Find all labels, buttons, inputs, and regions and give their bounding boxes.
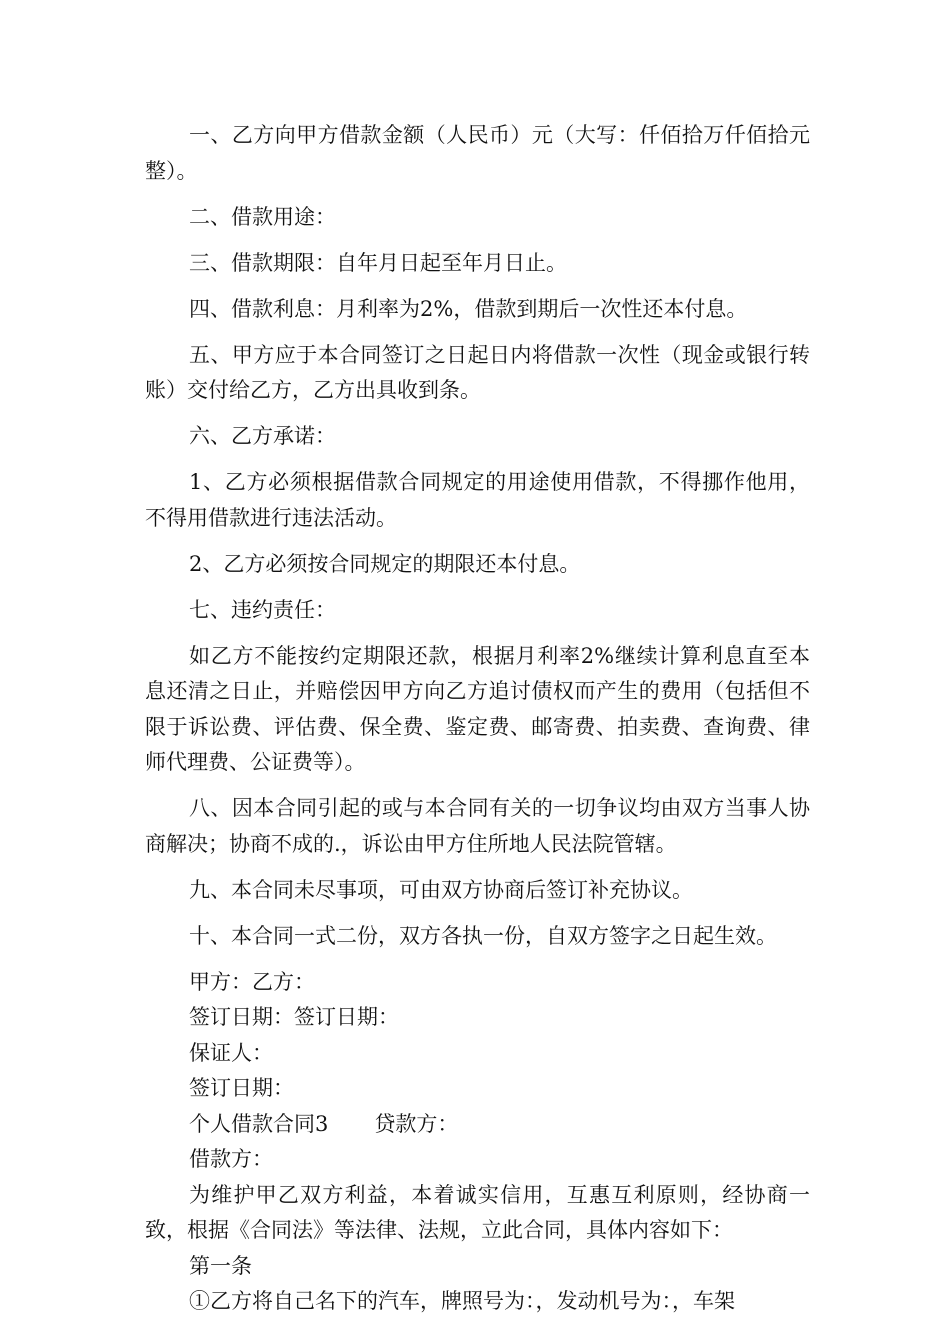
clause-2: 二、借款用途： bbox=[189, 204, 336, 229]
contract-3-heading bbox=[145, 1107, 810, 1143]
borrower-label: 借款方： bbox=[189, 1147, 273, 1171]
clause-7: 七、违约责任： bbox=[189, 597, 336, 622]
article-1-item-1: ①乙方将自己名下的汽车，牌照号为：，发动机号为：，车架 bbox=[189, 1289, 735, 1313]
clause-9: 九、本合同未尽事项，可由双方协商后签订补充协议。 bbox=[189, 877, 693, 902]
clause-6: 六、乙方承诺： bbox=[189, 424, 336, 448]
clause-6-item-2: 2、乙方必须按合同规定的期限还本付息。 bbox=[189, 551, 581, 576]
guarantor-date-line: 签订日期： bbox=[189, 1076, 294, 1100]
document-body bbox=[145, 118, 810, 1320]
clause-3: 三、借款期限：自年月日起至年月日止。 bbox=[189, 250, 567, 275]
clause-4: 四、借款利息：月利率为2%，借款到期后一次性还本付息。 bbox=[189, 296, 748, 321]
contract-3-preamble: 为维护甲乙双方利益，本着诚实信用，互惠互利原则，经协商一致，根据《合同法》等法律、法规，立此合同，具体内容如下： bbox=[145, 1182, 810, 1242]
guarantor-line: 保证人： bbox=[189, 1040, 273, 1065]
sign-date-line: 签订日期：签订日期： bbox=[189, 1005, 399, 1029]
clause-8: 八、因本合同引起的或与本合同有关的一切争议均由双方当事人协商解决；协商不成的.，诉讼由甲方住所地人民法院管辖。 bbox=[145, 796, 810, 856]
clause-6-item-1: 1、乙方必须根据借款合同规定的用途使用借款，不得挪作他用，不得用借款进行违法活动。 bbox=[145, 470, 810, 530]
article-1-heading: 第一条 bbox=[189, 1253, 252, 1278]
clause-10: 十、本合同一式二份，双方各执一份，自双方签字之日起生效。 bbox=[189, 923, 777, 948]
party-signature-line: 甲方：乙方： bbox=[189, 969, 315, 994]
clause-1: 一、乙方向甲方借款金额（人民币）元（大写：仟佰拾万仟佰拾元整）。 bbox=[145, 123, 810, 183]
clause-5: 五、甲方应于本合同签订之日起日内将借款一次性（现金或银行转账）交付给乙方，乙方出具收到条。 bbox=[145, 342, 810, 402]
lender-label: 贷款方： bbox=[374, 1111, 459, 1136]
contract-3-title: 个人借款合同3 bbox=[189, 1111, 329, 1136]
clause-7-detail: 如乙方不能按约定期限还款，根据月利率2%继续计算利息直至本息还清之日止，并赔偿因甲方向乙方追讨债权而产生的费用（包括但不限于诉讼费、评估费、保全费、鉴定费、邮寄费、拍卖费、查询费、律师代理费、公证费等）。 bbox=[145, 643, 810, 774]
